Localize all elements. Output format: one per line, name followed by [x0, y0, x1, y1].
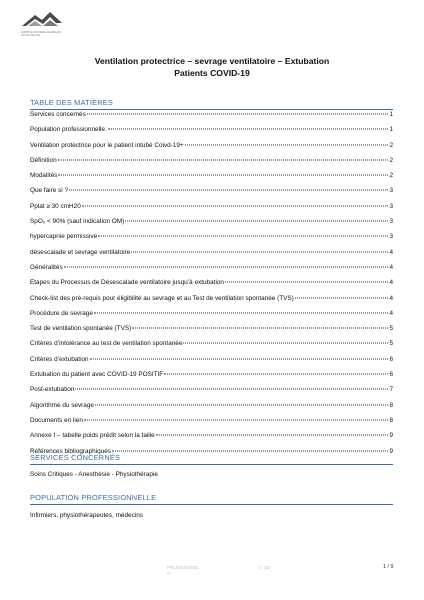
- toc-entry-page: 3: [389, 218, 393, 226]
- toc-dot-leader: [84, 419, 389, 420]
- toc-entry-label: Que faire si ?: [30, 187, 69, 195]
- toc-dot-leader: [98, 236, 388, 237]
- toc-entry[interactable]: [30, 356, 393, 371]
- footer-doc-code: FRCEINS00001: [167, 565, 199, 570]
- toc-entry[interactable]: [30, 432, 393, 447]
- toc-entry-label: Etapes du Processus de Désescalade ventilatoire jusqu’à extubation: [30, 279, 224, 287]
- table-of-contents: [30, 111, 393, 463]
- toc-entry[interactable]: [30, 279, 393, 294]
- toc-entry-label: Annexe I – tabelle poids prédit selon la taille: [30, 432, 155, 440]
- toc-entry-page: 4: [389, 279, 393, 287]
- toc-entry-page: 3: [389, 187, 393, 195]
- toc-entry-label: Critères d’intolérance au test de ventilation spontanée: [30, 340, 183, 348]
- toc-entry[interactable]: [30, 402, 393, 417]
- toc-entry[interactable]: [30, 264, 393, 279]
- toc-dot-leader: [90, 358, 389, 359]
- document-subtitle: Patients COVID-19: [174, 68, 250, 78]
- toc-dot-leader: [94, 312, 389, 313]
- toc-entry-page: 4: [389, 294, 393, 302]
- toc-dot-leader: [69, 190, 388, 191]
- toc-dot-leader: [64, 266, 389, 267]
- toc-dot-leader: [225, 282, 388, 283]
- toc-entry[interactable]: [30, 325, 393, 340]
- toc-entry-label: Ventilation protectrice pour le patient intubé Coivd-19+: [30, 141, 184, 149]
- toc-dot-leader: [131, 251, 388, 252]
- toc-entry[interactable]: [30, 295, 393, 310]
- toc-dot-leader: [132, 328, 388, 329]
- document-title: Ventilation protectrice – sevrage ventilatoire – Extubation: [94, 56, 330, 66]
- toc-dot-leader: [58, 175, 388, 176]
- toc-entry-page: 8: [389, 416, 393, 424]
- toc-entry[interactable]: [30, 203, 393, 218]
- toc-entry-page: 7: [389, 386, 393, 394]
- toc-entry-label: Procédure de sevrage: [30, 309, 93, 317]
- toc-dot-leader: [112, 450, 388, 451]
- toc-dot-leader: [125, 221, 388, 222]
- toc-entry-page: 8: [389, 401, 393, 409]
- toc-entry-page: 1: [389, 111, 393, 118]
- toc-entry[interactable]: [30, 310, 393, 325]
- toc-entry-page: 2: [389, 172, 393, 180]
- toc-entry-page: 3: [389, 202, 393, 210]
- toc-entry[interactable]: [30, 386, 393, 401]
- toc-entry-page: 6: [389, 355, 393, 363]
- toc-entry[interactable]: [30, 417, 393, 432]
- toc-entry-label: Test de ventilation spontanée (TVS): [30, 325, 132, 333]
- toc-entry-page: 9: [389, 432, 393, 440]
- toc-dot-leader: [295, 297, 389, 298]
- logo-line-1: HÔPITAL RIVIERA-CHABLAIS: [21, 31, 62, 34]
- toc-dot-leader: [75, 389, 388, 390]
- toc-entry-label: Post-extubation: [30, 386, 75, 394]
- services-heading: SERVICES CONCERNÉS: [30, 453, 393, 465]
- toc-entry-page: 4: [389, 309, 393, 317]
- toc-entry[interactable]: [30, 142, 393, 157]
- toc-dot-leader: [95, 404, 388, 405]
- toc-entry-label: Services concernés: [30, 111, 86, 118]
- toc-entry-label: Généralités: [30, 263, 63, 271]
- toc-entry-page: 3: [389, 233, 393, 241]
- toc-entry-label: Population professionnelle:: [30, 126, 107, 134]
- toc-entry[interactable]: [30, 249, 393, 264]
- footer-doc-code-suffix: A: [167, 571, 170, 576]
- services-text: Soins Critiques - Anesthésie - Physiothérapie: [30, 471, 158, 478]
- toc-entry[interactable]: [30, 157, 393, 172]
- toc-entry-label: Critères d’extubation: [30, 355, 89, 363]
- toc-dot-leader: [156, 435, 389, 436]
- toc-entry-label: Définition: [30, 156, 57, 164]
- toc-entry-page: 2: [389, 141, 393, 149]
- toc-entry-page: 5: [389, 340, 393, 348]
- toc-entry[interactable]: [30, 126, 393, 141]
- toc-entry-label: Algorithme du sevrage: [30, 401, 94, 409]
- toc-entry-page: 2: [389, 156, 393, 164]
- logo-text: [21, 31, 61, 37]
- population-heading: POPULATION PROFESSIONNELLE: [30, 493, 393, 505]
- toc-dot-leader: [87, 114, 389, 115]
- toc-dot-leader: [58, 159, 389, 160]
- toc-entry[interactable]: [30, 172, 393, 187]
- toc-entry-page: 5: [389, 325, 393, 333]
- toc-entry-label: Modalités: [30, 172, 58, 180]
- toc-entry-label: Check-list des pré-requis pour éligibilité au sevrage et au Test de ventilation spontanée (TVS): [30, 294, 294, 302]
- mountain-logo-icon: [20, 9, 64, 31]
- toc-entry[interactable]: [30, 371, 393, 386]
- toc-entry-label: Pplat ≥ 30 cmH20: [30, 202, 81, 210]
- toc-entry[interactable]: [30, 111, 393, 126]
- toc-entry-label: SpO₂ < 90% (sauf indication OM): [30, 218, 125, 226]
- toc-heading: TABLE DES MATIÈRES: [30, 98, 393, 110]
- population-text: Infirmiers, physiothérapeutes, médecins: [30, 512, 143, 519]
- page-number: 1 / 9: [383, 564, 394, 570]
- toc-entry-page: 9: [389, 447, 393, 455]
- toc-entry[interactable]: [30, 187, 393, 202]
- toc-dot-leader: [108, 129, 389, 130]
- toc-entry-page: 4: [389, 263, 393, 271]
- hospital-logo: [20, 9, 64, 39]
- toc-dot-leader: [82, 205, 389, 206]
- toc-entry-label: Documents en lien: [30, 416, 83, 424]
- footer-version: V : 02: [258, 565, 270, 570]
- toc-entry-label: Références bibliographiques: [30, 447, 112, 455]
- toc-entry[interactable]: [30, 233, 393, 248]
- toc-entry[interactable]: [30, 340, 393, 355]
- toc-entry-label: hypercapnie permissive: [30, 233, 98, 241]
- toc-entry-label: désescalade et sevrage ventilatoire: [30, 248, 131, 256]
- toc-dot-leader: [164, 374, 388, 375]
- toc-entry[interactable]: [30, 218, 393, 233]
- toc-dot-leader: [183, 343, 388, 344]
- toc-dot-leader: [185, 144, 389, 145]
- logo-line-2: VAUD-VALAIS: [21, 34, 40, 37]
- toc-entry-label: Extubation du patient avec COVID-19 POSITIF: [30, 371, 164, 379]
- toc-entry-page: 4: [389, 248, 393, 256]
- toc-entry-page: 6: [389, 371, 393, 379]
- toc-entry-page: 1: [389, 126, 393, 134]
